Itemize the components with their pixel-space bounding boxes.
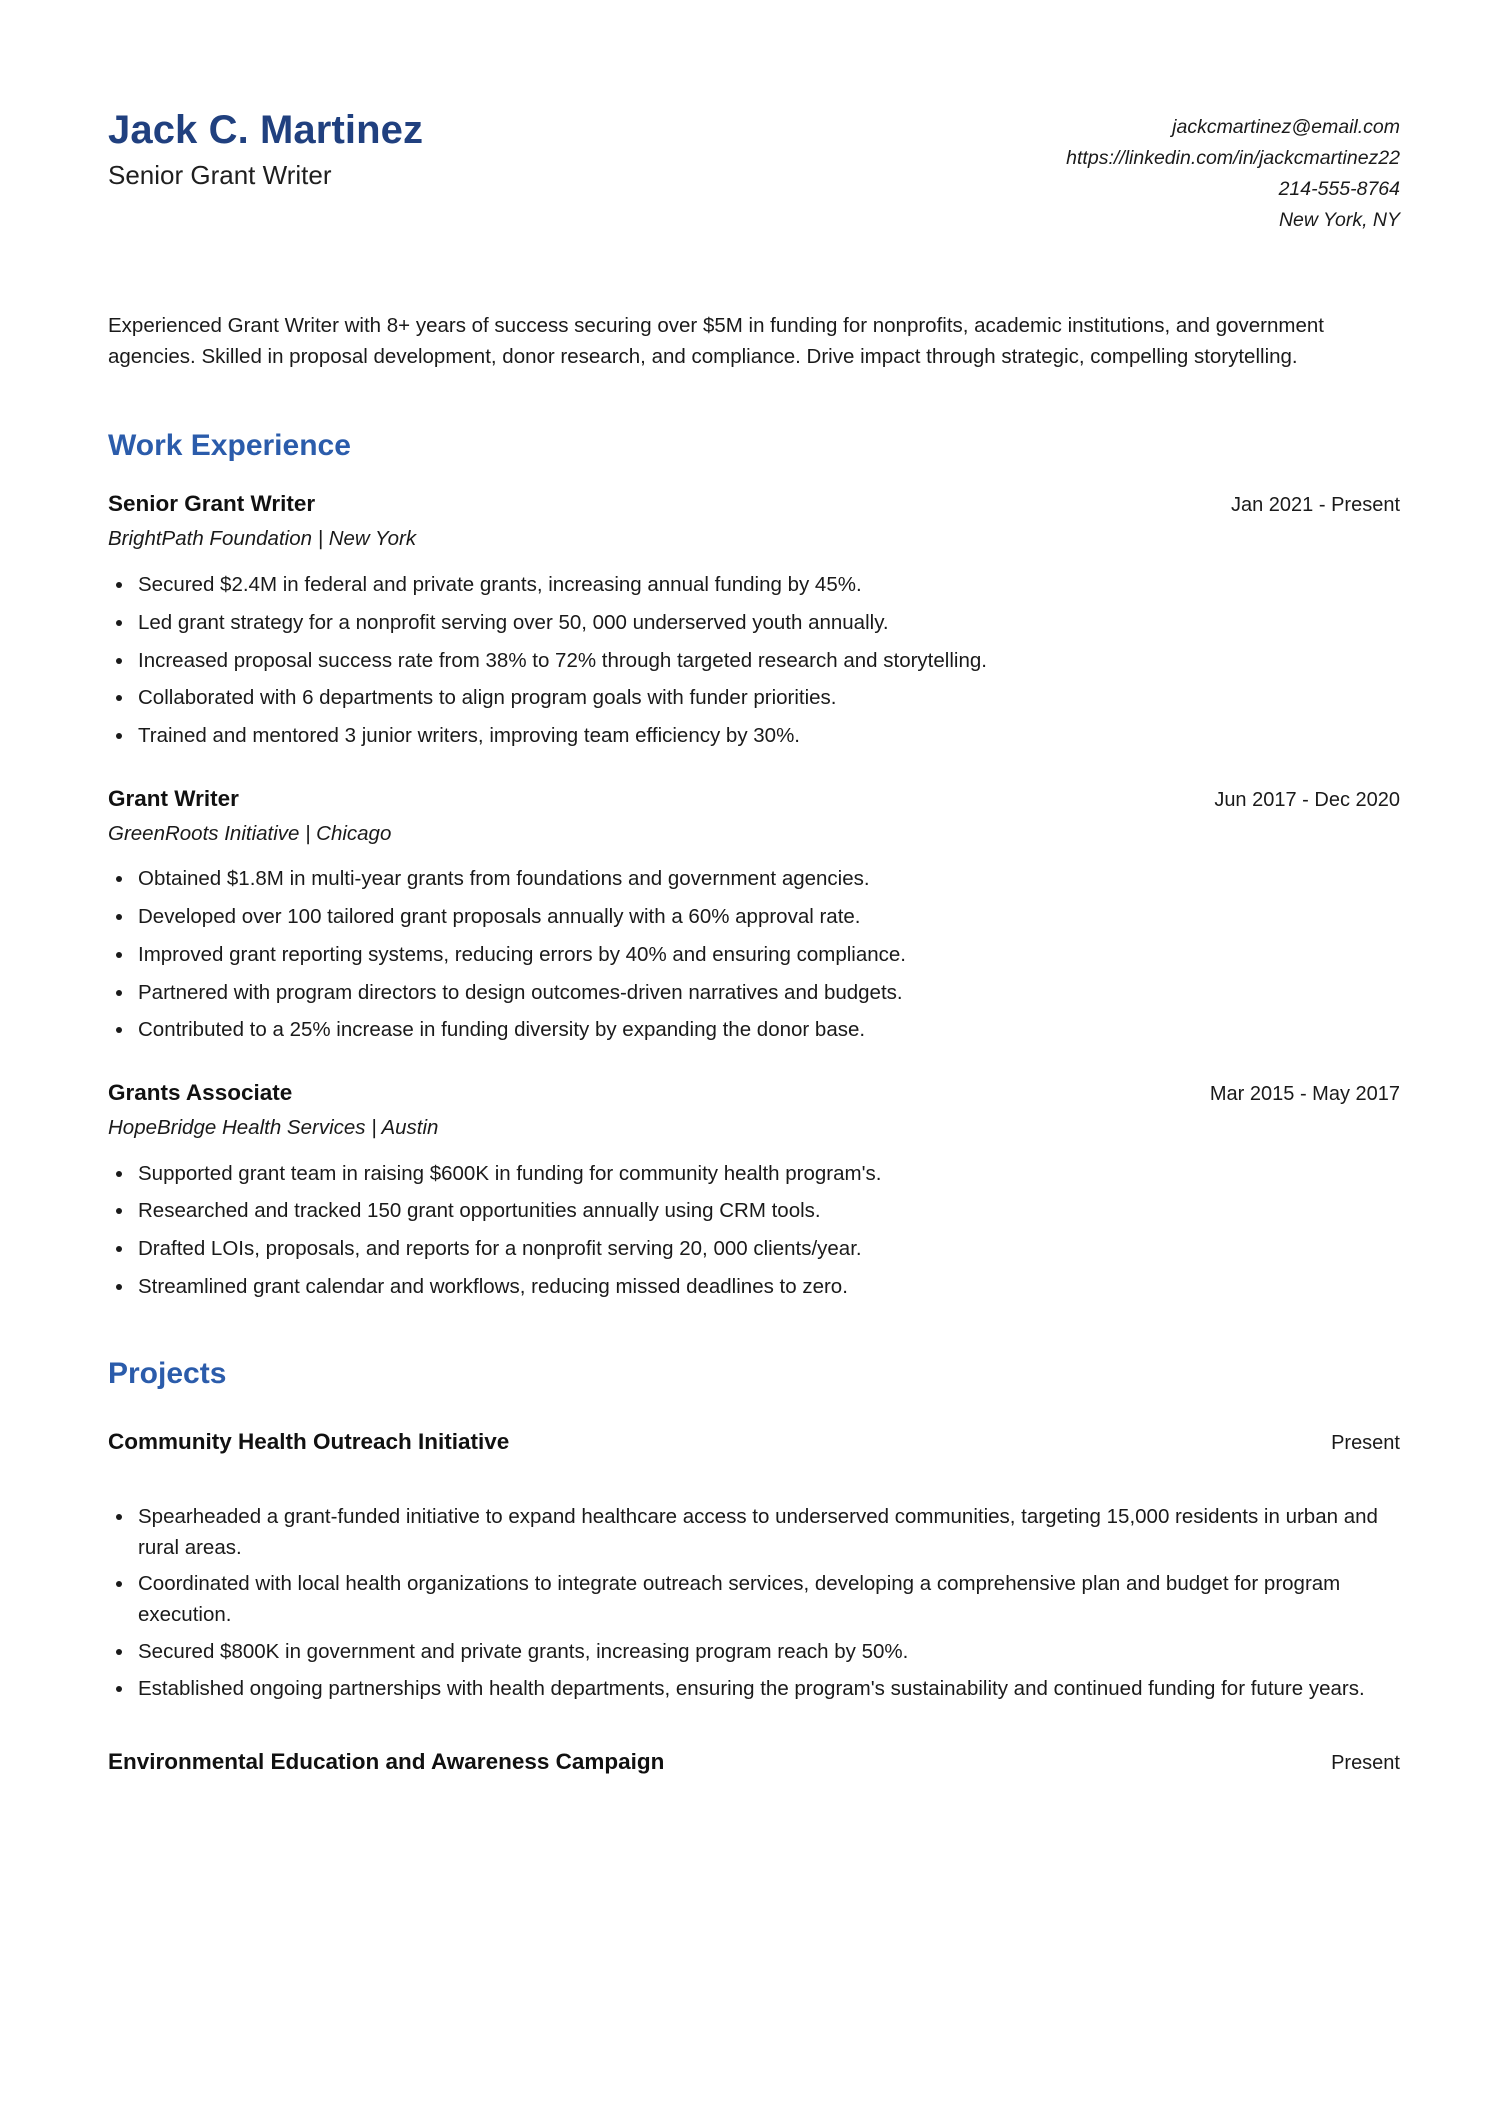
list-item: Collaborated with 6 departments to align program goals with funder priorities. (108, 683, 1400, 713)
list-item: Researched and tracked 150 grant opportunities annually using CRM tools. (108, 1196, 1400, 1226)
project-entry (108, 1748, 1400, 1776)
work-entry-organization: BrightPath Foundation | New York (108, 527, 417, 551)
project-entry-name: Environmental Education and Awareness Campaign (108, 1749, 665, 1775)
work-entry-role: Senior Grant Writer (108, 491, 316, 517)
section-heading-work-experience: Work Experience (108, 429, 351, 463)
contact-block (1066, 104, 1400, 236)
work-experience-section (108, 428, 1400, 1301)
work-entry-header (108, 1079, 1400, 1107)
contact-email[interactable]: jackcmartinez@email.com (1172, 116, 1400, 138)
headline-job-title: Senior Grant Writer (108, 159, 332, 190)
list-item: Developed over 100 tailored grant proposals annually with a 60% approval rate. (108, 902, 1400, 932)
work-entry-role: Grant Writer (108, 785, 239, 811)
list-item: Obtained $1.8M in multi-year grants from foundations and government agencies. (108, 864, 1400, 894)
identity-block (108, 104, 423, 191)
list-item: Spearheaded a grant-funded initiative to expand healthcare access to underserved communities, targeting 15,000 residents in urban and rural areas. (108, 1502, 1400, 1564)
work-entry-role: Grants Associate (108, 1080, 293, 1105)
project-entry-header (108, 1748, 1400, 1776)
list-item: Streamlined grant calendar and workflows, reducing missed deadlines to zero. (108, 1272, 1400, 1302)
list-item: Trained and mentored 3 junior writers, improving team efficiency by 30%. (108, 721, 1400, 751)
work-entry-header (108, 490, 1400, 518)
project-entry-date: Present (1331, 1431, 1400, 1454)
list-item: Led grant strategy for a nonprofit serving over 50, 000 underserved youth annually. (108, 608, 1400, 638)
list-item: Increased proposal success rate from 38% to 72% through targeted research and storytelling. (108, 646, 1400, 676)
project-entry-bullets (108, 1502, 1400, 1705)
work-entry-organization: GreenRoots Initiative | Chicago (108, 821, 392, 845)
list-item: Improved grant reporting systems, reducing errors by 40% and ensuring compliance. (108, 940, 1400, 970)
contact-linkedin[interactable]: https://linkedin.com/in/jackcmartinez22 (1066, 147, 1400, 169)
work-entry-bullets (108, 570, 1400, 751)
page-title: Jack C. Martinez (108, 108, 424, 152)
list-item: Drafted LOIs, proposals, and reports for a nonprofit serving 20, 000 clients/year. (108, 1234, 1400, 1264)
project-entry-date: Present (1331, 1752, 1400, 1775)
projects-section (108, 1356, 1400, 1777)
work-entry-header (108, 785, 1400, 813)
contact-phone[interactable]: 214-555-8764 (1278, 178, 1400, 200)
list-item: Secured $800K in government and private grants, increasing program reach by 50%. (108, 1637, 1400, 1668)
list-item: Coordinated with local health organizations to integrate outreach services, developing a comprehensive plan and budget for program execution. (108, 1569, 1400, 1631)
work-entry (108, 490, 1400, 750)
project-entry-header (108, 1428, 1400, 1456)
project-entry (108, 1428, 1400, 1705)
list-item: Contributed to a 25% increase in funding diversity by expanding the donor base. (108, 1015, 1400, 1045)
section-heading-projects: Projects (108, 1356, 227, 1390)
work-entry-bullets (108, 1159, 1400, 1302)
work-entry-date: Jun 2017 - Dec 2020 (1214, 788, 1400, 811)
list-item: Secured $2.4M in federal and private grants, increasing annual funding by 45%. (108, 570, 1400, 600)
work-entry-bullets (108, 864, 1400, 1045)
work-entry-date: Jan 2021 - Present (1231, 494, 1400, 517)
work-entry-organization: HopeBridge Health Services | Austin (108, 1116, 439, 1140)
work-entry-date: Mar 2015 - May 2017 (1209, 1083, 1400, 1105)
work-entry (108, 1079, 1400, 1302)
project-entry-name: Community Health Outreach Initiative (108, 1428, 510, 1454)
work-entry (108, 785, 1400, 1045)
resume-header (108, 104, 1400, 236)
list-item: Partnered with program directors to design outcomes-driven narratives and budgets. (108, 978, 1400, 1008)
list-item: Supported grant team in raising $600K in funding for community health program's. (108, 1159, 1400, 1189)
professional-summary: Experienced Grant Writer with 8+ years of success securing over $5M in funding for nonprofits, academic institutions, and government agencies. Skilled in proposal development, donor research, and compliance. Drive impact through strategic, compelling storytelling. (108, 314, 1324, 369)
list-item: Established ongoing partnerships with health departments, ensuring the program's sustainability and continued funding for future years. (108, 1674, 1400, 1705)
contact-location: New York, NY (1278, 209, 1400, 231)
